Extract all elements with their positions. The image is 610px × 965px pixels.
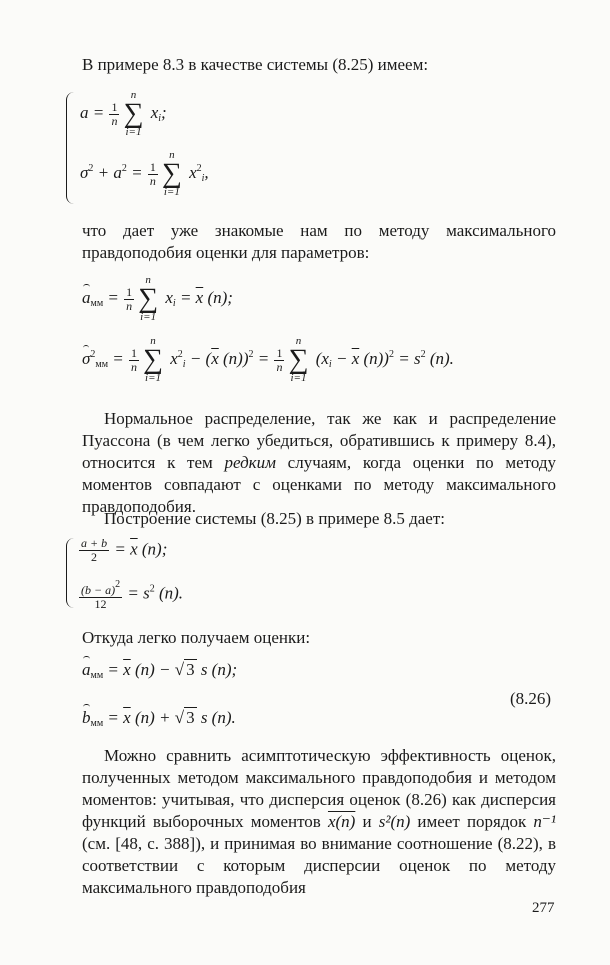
equation-uniform-mean: $\frac{a + b}{2}$ = $\overline{x}$ (n); bbox=[81, 536, 168, 564]
equation-b-uniform-estimate: $b_{мм} = \overline{x}$ (n) + √ 3 s (n). bbox=[82, 708, 236, 729]
intro-line: В примере 8.3 в качестве системы (8.25) имеем: bbox=[82, 55, 429, 74]
paragraph-whence: Откуда легко получаем оценки: bbox=[82, 628, 311, 647]
system-brace-1 bbox=[66, 92, 75, 204]
equation-uniform-variance: $\frac{(b - a)^2}{12}$ = $s^2$ (n). bbox=[81, 579, 184, 611]
page-number: 277 bbox=[532, 900, 555, 916]
equation-mean-moment: a = $\frac{1}{n}$ n ∑ i=1 $x_i$; bbox=[80, 89, 167, 138]
paragraph-system-construction: Построение системы (8.25) в примере 8.5 дает: bbox=[104, 509, 446, 528]
equation-a-uniform-estimate: $a_{мм} = \overline{x}$ (n) − √ 3 s (n); bbox=[82, 660, 238, 681]
paragraph-normal-distribution: Нормальное распределение, так же как и распределение Пуассона (в чем легко убедиться, обратившись к примеру 8.4), относится к тем редким случаям, когда оценки по методу моментов совпадают с оценками по методу максимального правдоподобия. bbox=[82, 409, 556, 516]
paragraph-compare-efficiency: Можно сравнить асимптотическую эффективность оценок, полученных методом максимального правдоподобия и методом моментов: учитывая, что дисперсия оценок (8.26) как дисперсия функций выборочных моментов x(n) и s²(n) имеет порядок n⁻¹ (см. [48, с. 388]), и принимая во внимание соотношение (8.22), в соответствии с которым дисперсии оценок по методу максимального правдоподобия bbox=[82, 746, 556, 897]
equation-number: (8.26) bbox=[510, 689, 552, 708]
equation-sigma-estimate: $\sigma^2_{мм}$ = $\frac{1}{n}$ n ∑ i=1 $x^2_i - (\overline{x}$ (n))$^2$ = $\frac{1}{n}$ n ∑ i=1 ($x_i - \overline{x}$ $(n))^2 = s^2$ (n). bbox=[82, 335, 454, 384]
equation-a-estimate: $a_{мм}$ = $\frac{1}{n}$ n ∑ i=1 $x_i = \overline{x}$ (n); bbox=[82, 274, 233, 323]
equation-second-moment: $\sigma^2 + a^2$ = $\frac{1}{n}$ n ∑ i=1 $x^2_i$, bbox=[80, 149, 209, 198]
system-brace-2 bbox=[66, 538, 75, 608]
paragraph-mle-estimates: что дает уже знакомые нам по методу максимального правдоподобия оценки для параметров: bbox=[82, 221, 556, 262]
